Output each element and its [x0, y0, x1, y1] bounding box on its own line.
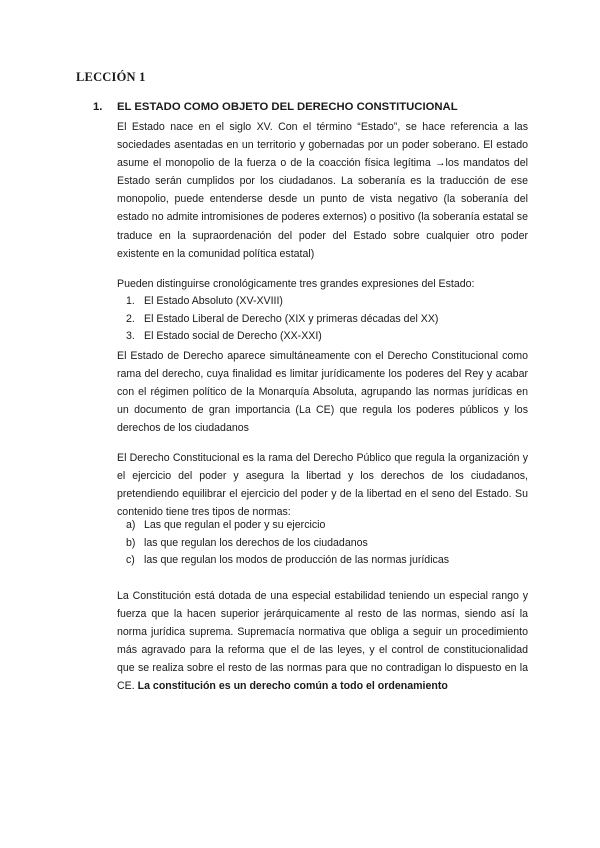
list-marker: b)	[126, 536, 136, 549]
paragraph-text: La Constitución está dotada de una especial estabilidad teniendo un especial rango y fuerza que la hacen superior jerárquicamente al resto de las normas, siendo así la norma jurídica suprema. Supremacía normativa que obliga a seguir un procedimiento más agravado para la reforma que el de las leyes, y el control de constitucionalidad que se realiza sobre el resto de las normas para que no contradigan lo dispuesto en la CE.	[117, 590, 528, 693]
list-marker: 3.	[126, 330, 135, 342]
list-item	[126, 535, 449, 553]
section-title: EL ESTADO COMO OBJETO DEL DERECHO CONSTITUCIONAL	[117, 101, 458, 113]
paragraph-rule-of-law: El Estado de Derecho aparece simultáneamente con el Derecho Constitucional como rama del derecho, cuya finalidad es limitar jurídicamente los poderes del Rey y acabar con el régimen político de la Monarquía Absoluta, agrupando las normas jurídicas en un documento de gran importancia (La CE) que regula los poderes públicos y los derechos de los ciudadanos	[117, 350, 528, 435]
section-heading	[93, 101, 458, 113]
norm-types-list	[126, 517, 449, 570]
list-item	[126, 552, 449, 570]
section-number: 1.	[93, 101, 103, 113]
list-item-text: las que regulan los derechos de los ciudadanos	[144, 536, 368, 549]
list-marker: 2.	[126, 312, 135, 325]
paragraph-constitutional-law: El Derecho Constitucional es la rama del Derecho Público que regula la organización y el ejercicio del poder y asegura la libertad y los derechos de los ciudadanos, pretendiendo equilibrar el ejercicio del poder y de la libertad en el seno del Estado. Su contenido tiene tres tipos de normas:	[117, 452, 528, 519]
list-item-text: El Estado Liberal de Derecho (XIX y primeras décadas del XX)	[144, 312, 439, 325]
list-item	[126, 311, 438, 329]
list-marker: c)	[126, 554, 135, 566]
list-item-text: Las que regulan el poder y su ejercicio	[144, 519, 326, 531]
list-item-text: El Estado Absoluto (XV-XVIII)	[144, 295, 283, 307]
list-item-text: El Estado social de Derecho (XX-XXI)	[144, 330, 322, 342]
list-item-text: las que regulan los modos de producción de las normas jurídicas	[144, 554, 450, 566]
paragraph-state-origin: El Estado nace en el siglo XV. Con el término “Estado”, se hace referencia a las sociedades asentadas en un territorio y gobernadas por un poder soberano. El estado asume el monopolio de la fuerza o de la coacción física legítima →los mandatos del Estado serán cumplidos por los ciudadanos. La soberanía es la traducción de ese monopolio, puede entenderse desde un punto de vista negativo (la soberanía del estado no admite intromisiones de poderes externos) o positivo (la soberanía estatal se traduce en la supraordenación del poder del Estado sobre cualquier otro poder existente en la comunidad política estatal)	[117, 121, 528, 260]
list-marker: 1.	[126, 295, 135, 307]
list-item	[126, 293, 438, 311]
list-item	[126, 328, 438, 346]
list-item	[126, 517, 449, 535]
paragraph-state-expressions-intro: Pueden distinguirse cronológicamente tres grandes expresiones del Estado:	[117, 278, 475, 290]
lesson-title: LECCIÓN 1	[76, 70, 146, 84]
list-marker: a)	[126, 519, 136, 531]
paragraph-constitution-supremacy	[117, 587, 528, 696]
emphasis-text: La constitución es un derecho común a todo el ordenamiento	[137, 680, 448, 693]
state-expressions-list	[126, 293, 438, 346]
